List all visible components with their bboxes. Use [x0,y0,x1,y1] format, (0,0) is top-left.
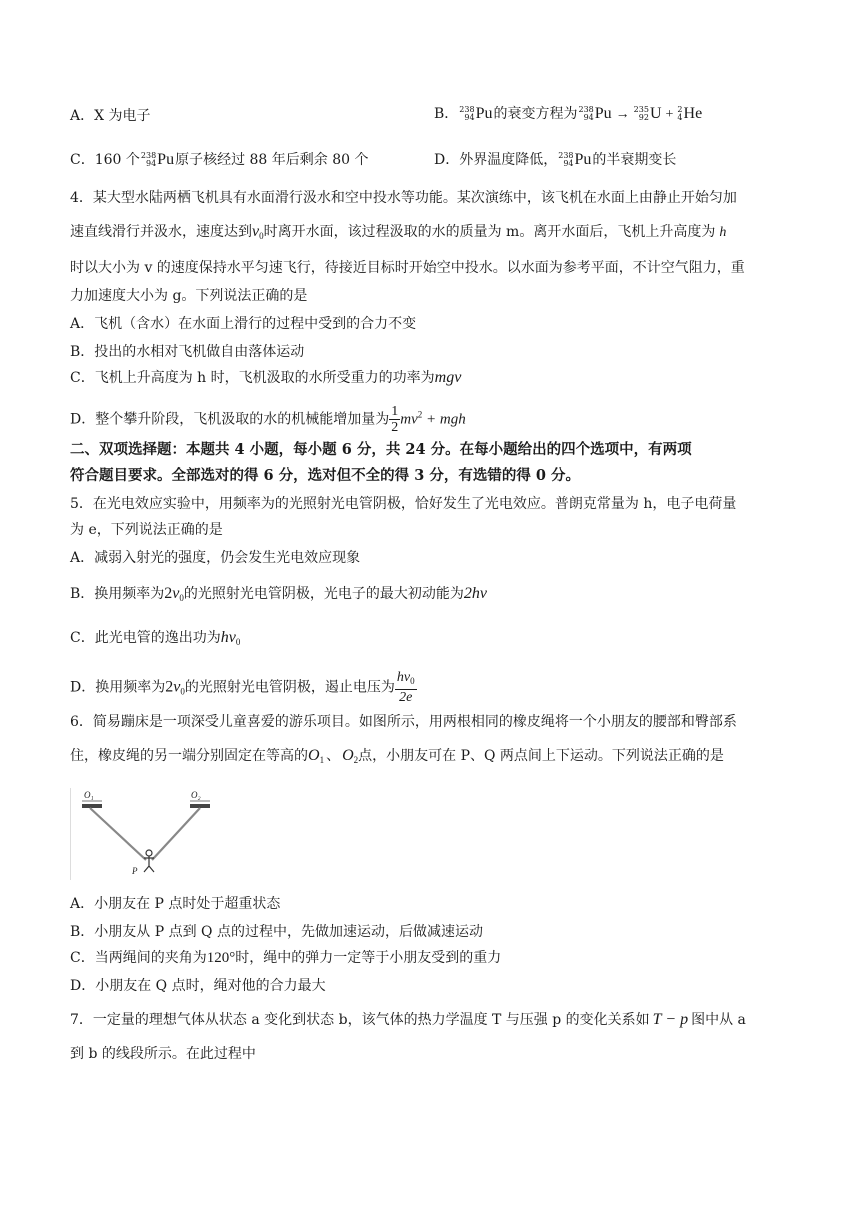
q4-stem-line-3: 时以大小为 v 的速度保持水平匀速飞行，待接近目标时开始空中投水。以水面为参考平面，不计空气阻力，重 [70,260,745,276]
q4-stem-line-2: 速直线滑行并汲水，速度达到$v_0$时离开水面，该过程汲取的水的质量为 m。离开水面后，飞机上升高度为 h [70,223,727,241]
q6-option-c: C．当两绳间的夹角为120°时，绳中的弹力一定等于小朋友受到的重力 [70,950,502,966]
pu-nuclide: 238 94 Pu [459,105,493,122]
trampoline-rope-diagram [70,788,220,880]
q3-option-a: A．X 为电子 [70,108,151,124]
label-o2: O₂ [191,790,201,800]
plus-symbol: + [665,107,674,122]
q3-option-c: C．160 个 238 94 Pu 原子核经过 88 年后剩余 80 个 [70,151,369,168]
q6-option-a: A．小朋友在 P 点时处于超重状态 [70,896,281,912]
q6-stem-line-1: 6．简易蹦床是一项深受儿童喜爱的游乐项目。如图所示，用两根相同的橡皮绳将一个小朋友的腰部和臀部系 [70,714,737,730]
q4-option-d: D．整个攀升阶段，飞机汲取的水的机械能增加量为 $\frac{1}{2}$ $mv^2$ + mgh [70,404,466,435]
u-nuclide: 235 92 U [633,105,662,122]
pu-nuclide: 238 94 Pu [140,151,175,168]
label-p: P [132,866,138,876]
right-anchor-support [190,801,210,808]
q7-stem-line-2: 到 b 的线段所示。在此过程中 [70,1046,256,1062]
q3-option-d: D．外界温度降低， 238 94 Pu 的半衰期变长 [434,151,677,168]
q4-stem-line-4: 力加速度大小为 g。下列说法正确的是 [70,288,308,304]
q4-option-b: B．投出的水相对飞机做自由落体运动 [70,344,305,360]
section-2-heading-line-2: 符合题目要求。全部选对的得 6 分，选对但不全的得 3 分，有选错的得 0 分。 [70,467,581,484]
q3-option-b [434,104,703,125]
q6-stem-line-2: 住，橡皮绳的另一端分别固定在等高的$O_1$ 、 $O_2$点，小朋友可在 P、Q 两点间上下运动。下列说法正确的是 [70,747,724,765]
section-2-heading-line-1: 二、双项选择题：本题共 4 小题，每小题 6 分，共 24 分。在每小题给出的四个选项中，有两项 [70,441,692,458]
left-anchor-support [82,801,102,808]
q6-option-d: D．小朋友在 Q 点时，绳对他的合力最大 [70,978,326,994]
option-label: B． [434,106,459,122]
fraction-one-half: $\frac{1}{2}$ [391,404,399,435]
option-text: 的衰变方程为 [493,106,578,122]
arrow-symbol: → [615,107,630,122]
q7-stem-line-1: 7．一定量的理想气体从状态 a 变化到状态 b，该气体的热力学温度 T 与压强 p 的变化关系如 T − p 图中从 a [70,1011,746,1028]
label-o1: O₁ [84,790,94,800]
q5-option-c: C．此光电管的逸出功为$hv_0$ [70,629,241,647]
right-rubber-rope [152,808,200,860]
q5-option-d: D．换用频率为$2v_0$的光照射光电管阴极，遏止电压为 $\frac{hv_0}{2e}$ [70,670,415,705]
child-figure [144,850,154,872]
he-nuclide: 2 4 He [677,105,703,122]
q5-stem-line-2: 为 e，下列说法正确的是 [70,522,223,538]
pu-nuclide: 238 94 Pu [578,105,612,122]
left-rubber-rope [90,808,146,860]
fraction-hv0-over-2e: $\frac{hv_0}{2e}$ [396,670,415,705]
pu-nuclide: 238 94 Pu [558,151,592,168]
q5-stem-line-1: 5．在光电效应实验中，用频率为的光照射光电管阴极，恰好发生了光电效应。普朗克常量为 h，电子电荷量 [70,496,737,512]
q5-option-a: A．减弱入射光的强度，仍会发生光电效应现象 [70,550,361,566]
q5-option-b: B．换用频率为$2v_0$的光照射光电管阴极，光电子的最大初动能为2hv [70,585,488,603]
q6-option-b: B．小朋友从 P 点到 Q 点的过程中，先做加速运动，后做减速运动 [70,924,483,940]
q4-option-a: A．飞机（含水）在水面上滑行的过程中受到的合力不变 [70,316,417,332]
q4-option-c: C．飞机上升高度为 h 时，飞机汲取的水所受重力的功率为mgv [70,369,462,386]
q4-stem-line-1: 4．某大型水陆两栖飞机具有水面滑行汲水和空中投水等功能。某次演练中，该飞机在水面上由静止开始匀加 [70,190,737,206]
